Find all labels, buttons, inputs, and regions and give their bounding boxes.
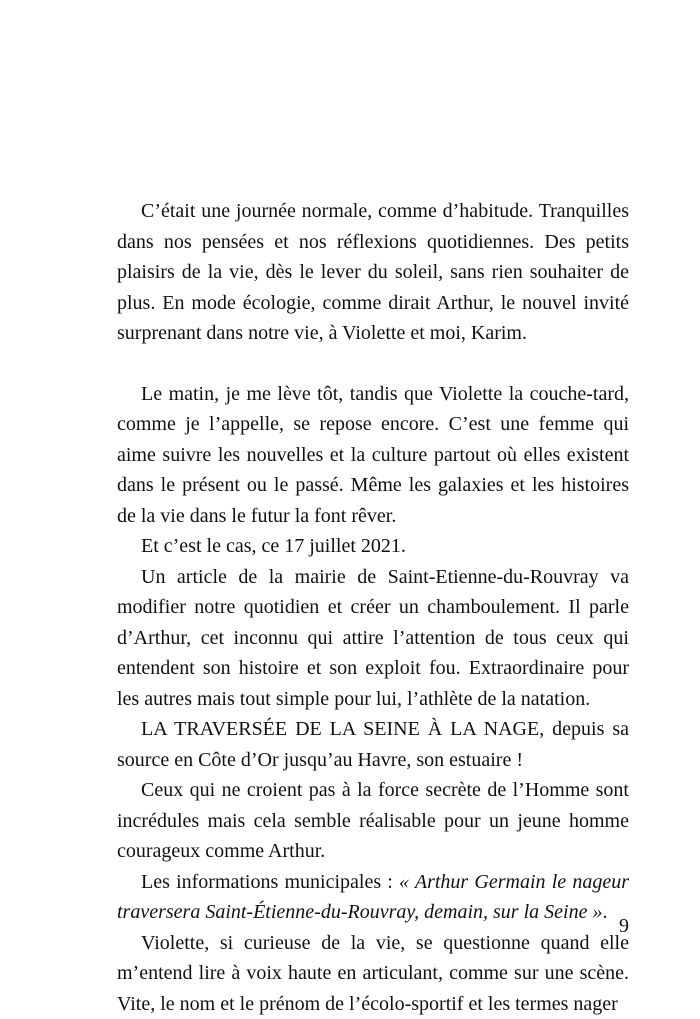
page-body: [117, 196, 629, 1019]
paragraph-spacer: [117, 349, 629, 379]
municipal-news-intro: Les informations municipales :: [141, 871, 399, 893]
page-number: 9: [619, 911, 629, 941]
paragraph-intro: C’était une journée normale, comme d’habitude. Tranquilles dans nos pensées et nos réflexions quotidiennes. Des petits plaisirs de la vie, dès le lever du soleil, sans rien souhaiter de plus. En mode écologie, comme dirait Arthur, le nouvel invité surprenant dans notre vie, à Violette et moi, Karim.: [117, 196, 629, 349]
paragraph-article: Un article de la mairie de Saint-Etienne-du-Rouvray va modifier notre quotidien et créer un chamboulement. Il parle d’Arthur, cet inconnu qui attire l’attention de tous ceux qui entendent son histoire et son exploit fou. Extraordinaire pour les autres mais tout simple pour lui, l’athlète de la natation.: [117, 562, 629, 715]
paragraph-morning: Le matin, je me lève tôt, tandis que Violette la couche-tard, comme je l’appelle, se repose encore. C’est une femme qui aime suivre les nouvelles et la culture partout où elles existent dans le présent ou le passé. Même les galaxies et les histoires de la vie dans le futur la font rêver.: [117, 379, 629, 532]
paragraph-headline: LA TRAVERSÉE DE LA SEINE À LA NAGE, depuis sa source en Côte d’Or jusqu’au Havre, son estuaire !: [117, 714, 629, 775]
paragraph-skeptics: Ceux qui ne croient pas à la force secrète de l’Homme sont incrédules mais cela semble réalisable pour un jeune homme courageux comme Arthur.: [117, 775, 629, 867]
paragraph-violette: Violette, si curieuse de la vie, se questionne quand elle m’entend lire à voix haute en articulant, comme sur une scène. Vite, le nom et le prénom de l’écolo-sportif et les termes nager: [117, 928, 629, 1019]
municipal-news-end: .: [602, 901, 607, 923]
municipal-news-quote: « Arthur Germain le nageur traversera Saint-Étienne-du-Rouvray, demain, sur la Seine »: [117, 871, 629, 924]
paragraph-date: Et c’est le cas, ce 17 juillet 2021.: [117, 531, 629, 562]
paragraph-municipal-news: [117, 867, 629, 928]
